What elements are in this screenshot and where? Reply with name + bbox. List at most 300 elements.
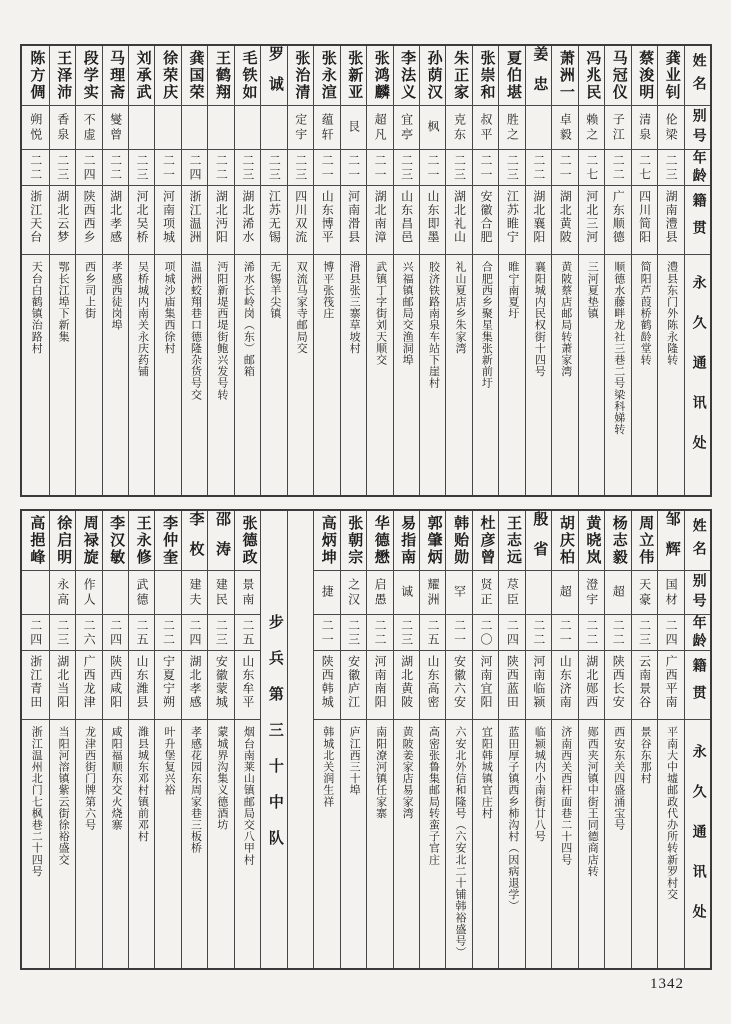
address-cell [394, 255, 419, 495]
age-cell [314, 615, 339, 651]
native-text: 陕西蓝田 [505, 655, 520, 709]
alias-cell [420, 571, 445, 615]
native-cell [182, 186, 207, 255]
person-column [260, 46, 286, 495]
header-alias-cell [685, 106, 710, 150]
alias-text: 赖之 [584, 112, 599, 143]
name-cell [367, 46, 392, 106]
name-text: 李汉敏 [108, 515, 125, 566]
alias-cell [605, 106, 630, 150]
name-cell [394, 46, 419, 106]
address-cell [208, 720, 233, 968]
address-text: 临颍城内小南街廿八号 [533, 726, 546, 842]
header-alias-label: 别号 [690, 572, 706, 613]
header-name-label: 姓名 [690, 517, 706, 564]
native-text: 山东高密 [426, 655, 441, 709]
age-cell [76, 150, 101, 186]
address-text: 简阳芦葭桥鹤龄堂转 [639, 261, 652, 366]
age-cell [50, 615, 75, 651]
age-text: 二七 [637, 153, 652, 182]
empty-column [287, 511, 313, 968]
native-cell [605, 186, 630, 255]
alias-cell [288, 106, 313, 150]
age-cell [579, 615, 604, 651]
address-text: 礼山夏店乡朱家湾 [453, 261, 466, 354]
native-cell [208, 186, 233, 255]
age-text: 二二 [611, 153, 626, 182]
alias-cell [261, 106, 286, 150]
age-text: 二三 [135, 153, 150, 182]
native-cell [552, 186, 577, 255]
name-text: 徐荣庆 [161, 50, 178, 101]
native-text: 广西龙津 [82, 655, 97, 709]
name-text: 周禄旋 [81, 515, 98, 566]
address-text: 黄陂蔡店邮局转萧家湾 [559, 261, 572, 377]
address-text: 黄陂姜家店易家湾 [401, 726, 414, 819]
native-cell [103, 651, 128, 720]
native-text: 四川双流 [293, 190, 308, 244]
address-text: 郧西夹河镇中街王同德商店转 [586, 726, 599, 877]
age-text: 二三 [346, 618, 361, 647]
age-cell [208, 615, 233, 651]
native-text: 湖北礼山 [452, 190, 467, 244]
age-text: 二二 [531, 153, 546, 182]
age-cell [367, 615, 392, 651]
person-column [657, 46, 683, 495]
name-cell [473, 46, 498, 106]
address-cell [605, 255, 630, 495]
address-cell [632, 720, 657, 968]
address-cell [182, 255, 207, 495]
native-cell [129, 186, 154, 255]
header-column [684, 46, 710, 495]
native-cell [473, 186, 498, 255]
alias-cell [446, 106, 471, 150]
name-text: 王泽沛 [55, 50, 72, 101]
alias-text: 枫 [426, 120, 441, 135]
native-text: 安徽庐江 [346, 655, 361, 709]
address-text: 顺德水藤畔龙社三巷二号梁科娣转 [612, 261, 625, 435]
address-text: 襄阳城内民权街十四号 [533, 261, 546, 377]
native-cell [76, 186, 101, 255]
header-address-label: 永久通讯处 [690, 275, 706, 475]
address-cell [473, 720, 498, 968]
person-column [551, 511, 577, 968]
age-text: 二一 [346, 153, 361, 182]
native-cell [208, 651, 233, 720]
address-text: 龙津西街门牌第六号 [83, 726, 96, 831]
address-cell [50, 255, 75, 495]
native-cell [341, 651, 366, 720]
address-cell [103, 720, 128, 968]
native-cell [22, 651, 48, 720]
native-cell [446, 186, 471, 255]
name-cell [499, 511, 524, 571]
native-text: 广西平南 [664, 655, 679, 709]
alias-cell [129, 106, 154, 150]
address-text: 咸阳福顺东交火烧寨 [110, 726, 123, 831]
age-cell [394, 615, 419, 651]
name-cell [605, 511, 630, 571]
address-text: 济南西关西杆面巷二十四号 [559, 726, 572, 866]
name-text: 段学实 [81, 50, 98, 101]
name-text: 萧洲一 [557, 50, 574, 101]
native-text: 山东昌邑 [399, 190, 414, 244]
address-text: 温洲蛟翔巷口德隆杂货号交 [189, 261, 202, 401]
native-text: 湖北襄阳 [531, 190, 546, 244]
alias-cell [208, 106, 233, 150]
name-text: 刘承武 [134, 50, 151, 101]
name-cell [552, 46, 577, 106]
person-column [154, 511, 180, 968]
alias-text: 伦梁 [664, 112, 679, 143]
native-text: 河北吴桥 [135, 190, 150, 244]
native-cell [446, 651, 471, 720]
person-column [551, 46, 577, 495]
name-text: 李枚 [187, 511, 204, 571]
native-cell [235, 651, 260, 720]
native-text: 湖北沔阳 [214, 190, 229, 244]
person-column [234, 511, 260, 968]
native-cell [50, 651, 75, 720]
native-cell [552, 651, 577, 720]
native-text: 浙江天台 [28, 190, 43, 244]
page-number: 1342 [650, 976, 684, 992]
name-cell [632, 46, 657, 106]
alias-text: 胜之 [505, 112, 520, 143]
address-text: 睢宁南夏圩 [506, 261, 519, 319]
age-text: 二五 [426, 618, 441, 647]
age-text: 二三 [637, 618, 652, 647]
address-text: 浙江温州北门七枫巷二十四号 [30, 726, 43, 877]
address-cell [155, 255, 180, 495]
address-cell [50, 720, 75, 968]
name-cell [155, 46, 180, 106]
address-text: 蓝田厚子镇西乡柿沟村（因病退学） [506, 726, 519, 912]
age-cell [552, 150, 577, 186]
person-column [366, 46, 392, 495]
address-text: 天台白鹤镇治路村 [30, 261, 43, 354]
alias-text: 艮 [346, 120, 361, 135]
native-text: 湖南澧县 [664, 190, 679, 244]
native-text: 山东牟平 [240, 655, 255, 709]
native-text: 江苏睢宁 [505, 190, 520, 244]
name-text: 胡庆柏 [557, 515, 574, 566]
alias-cell [50, 571, 75, 615]
name-cell [526, 511, 551, 571]
header-age-cell [685, 150, 710, 186]
name-cell [103, 46, 128, 106]
alias-cell [499, 106, 524, 150]
alias-text: 景南 [240, 577, 255, 608]
person-column [445, 511, 471, 968]
address-text: 西乡司上街 [83, 261, 96, 319]
address-text: 三河夏垫镇 [586, 261, 599, 319]
age-cell [499, 150, 524, 186]
alias-text: 澄宇 [584, 577, 599, 608]
native-cell [22, 186, 48, 255]
header-name-label: 姓名 [690, 52, 706, 99]
person-column [631, 46, 657, 495]
alias-text: 之汉 [346, 577, 361, 608]
address-cell [579, 255, 604, 495]
header-native-label: 籍贯 [690, 658, 706, 712]
native-cell [526, 186, 551, 255]
name-cell [182, 511, 207, 571]
alias-cell [314, 571, 339, 615]
address-cell [235, 255, 260, 495]
person-column [657, 511, 683, 968]
alias-text: 建民 [214, 577, 229, 608]
name-text: 易指南 [399, 515, 416, 566]
age-text: 二一 [426, 153, 441, 182]
alias-text: 国材 [664, 577, 679, 608]
address-cell [420, 720, 445, 968]
age-text: 二三 [664, 153, 679, 182]
age-cell [261, 150, 286, 186]
person-column [498, 511, 524, 968]
age-cell [658, 615, 683, 651]
native-text: 安徽合肥 [478, 190, 493, 244]
native-text: 山东即墨 [426, 190, 441, 244]
person-column [525, 46, 551, 495]
address-cell [261, 255, 286, 495]
address-cell [473, 255, 498, 495]
name-text: 冯兆民 [584, 50, 601, 101]
native-cell [420, 186, 445, 255]
address-text: 蒙城界沟集义德酒坊 [215, 726, 228, 831]
address-text: 景谷东那村 [639, 726, 652, 784]
person-column [340, 511, 366, 968]
native-text: 河南项城 [161, 190, 176, 244]
alias-text: 清泉 [637, 112, 652, 143]
name-cell [526, 46, 551, 106]
age-text: 二〇 [478, 618, 493, 647]
alias-cell [182, 571, 207, 615]
name-cell [394, 511, 419, 571]
alias-text: 叔平 [478, 112, 493, 143]
age-cell [288, 150, 313, 186]
header-native-cell [685, 651, 710, 720]
age-cell [76, 615, 101, 651]
name-text: 郭肇炳 [425, 515, 442, 566]
native-cell [50, 186, 75, 255]
age-text: 二五 [240, 618, 255, 647]
address-cell [22, 720, 48, 968]
native-cell [394, 186, 419, 255]
age-text: 二六 [82, 618, 97, 647]
person-column [22, 511, 48, 968]
address-cell [605, 720, 630, 968]
address-cell [22, 255, 48, 495]
age-text: 二一 [558, 153, 573, 182]
alias-cell [367, 106, 392, 150]
native-text: 陕西长安 [611, 655, 626, 709]
age-cell [155, 150, 180, 186]
name-text: 杜彦曾 [478, 515, 495, 566]
age-text: 二三 [267, 153, 282, 182]
name-text: 邵涛 [213, 511, 230, 571]
header-alias-label: 别号 [690, 107, 706, 148]
header-name-cell [685, 46, 710, 106]
age-cell [22, 150, 48, 186]
name-text: 马冠仪 [610, 50, 627, 101]
age-cell [446, 615, 471, 651]
native-cell [605, 651, 630, 720]
age-cell [632, 615, 657, 651]
alias-cell [473, 571, 498, 615]
alias-cell [129, 571, 154, 615]
person-column [75, 511, 101, 968]
address-cell [235, 720, 260, 968]
person-column [631, 511, 657, 968]
age-text: 二一 [478, 153, 493, 182]
address-text: 项城沙庙集西徐村 [162, 261, 175, 354]
address-cell [182, 720, 207, 968]
age-text: 二二 [611, 618, 626, 647]
name-cell [341, 511, 366, 571]
address-cell [552, 255, 577, 495]
native-cell [658, 186, 683, 255]
person-column [445, 46, 471, 495]
alias-cell [658, 571, 683, 615]
name-text: 黄晓岚 [584, 515, 601, 566]
age-text: 二三 [214, 618, 229, 647]
address-cell [394, 720, 419, 968]
address-cell [208, 255, 233, 495]
address-text: 韩城北关润生祥 [321, 726, 334, 808]
person-column [472, 511, 498, 968]
alias-cell [103, 571, 128, 615]
native-text: 四川简阳 [637, 190, 652, 244]
alias-cell [314, 106, 339, 150]
name-text: 张德政 [240, 515, 257, 566]
age-text: 二一 [161, 153, 176, 182]
address-cell [288, 255, 313, 495]
name-text: 高炳坤 [319, 515, 336, 566]
age-cell [473, 150, 498, 186]
age-text: 二四 [108, 618, 123, 647]
person-column [578, 46, 604, 495]
age-cell [632, 150, 657, 186]
alias-cell [658, 106, 683, 150]
name-cell [446, 511, 471, 571]
native-cell [499, 186, 524, 255]
native-cell [499, 651, 524, 720]
native-cell [155, 186, 180, 255]
alias-text: 卓毅 [558, 112, 573, 143]
section-title: 步兵第三十中队 [266, 613, 283, 866]
age-text: 二三 [55, 618, 70, 647]
address-cell [658, 255, 683, 495]
header-age-label: 年龄 [690, 150, 706, 186]
name-text: 张崇和 [478, 50, 495, 101]
native-text: 河南临颍 [531, 655, 546, 709]
name-cell [129, 46, 154, 106]
person-column [393, 511, 419, 968]
alias-cell [22, 571, 48, 615]
person-column [49, 511, 75, 968]
name-text: 蔡浚明 [637, 50, 654, 101]
address-cell [579, 720, 604, 968]
address-text: 兴福镇邮局交渔洞埠 [401, 261, 414, 366]
header-address-label: 永久通讯处 [690, 744, 706, 944]
alias-text: 克东 [452, 112, 467, 143]
alias-cell [235, 106, 260, 150]
native-cell [632, 651, 657, 720]
name-cell [420, 511, 445, 571]
header-address-cell [685, 255, 710, 495]
name-cell [76, 46, 101, 106]
alias-text: 不虚 [82, 112, 97, 143]
alias-text: 天豪 [637, 577, 652, 608]
native-text: 浙江温洲 [187, 190, 202, 244]
age-text: 二二 [108, 153, 123, 182]
age-text: 二一 [320, 153, 335, 182]
name-text: 罗诚 [266, 46, 283, 106]
name-cell [579, 46, 604, 106]
address-cell [446, 255, 471, 495]
header-address-cell [685, 720, 710, 968]
age-cell [499, 615, 524, 651]
age-text: 二五 [135, 618, 150, 647]
age-cell [235, 615, 260, 651]
person-column [604, 46, 630, 495]
address-text: 宜阳韩城镇官庄村 [480, 726, 493, 819]
address-text: 叶升堡复兴裕 [162, 726, 175, 796]
age-cell [526, 615, 551, 651]
alias-cell [394, 106, 419, 150]
age-cell [446, 150, 471, 186]
alias-cell [341, 106, 366, 150]
person-column [75, 46, 101, 495]
name-cell [367, 511, 392, 571]
native-text: 宁夏宁朔 [161, 655, 176, 709]
name-cell [632, 511, 657, 571]
native-text: 湖北当阳 [55, 655, 70, 709]
age-text: 二二 [373, 618, 388, 647]
address-text: 吴桥城内南关永庆药铺 [136, 261, 149, 377]
address-cell [129, 720, 154, 968]
age-cell [473, 615, 498, 651]
native-text: 山东济南 [558, 655, 573, 709]
age-cell [605, 615, 630, 651]
person-column [287, 46, 313, 495]
age-cell [526, 150, 551, 186]
address-cell [314, 255, 339, 495]
address-text: 六安北外信和隆号（六安北二十铺韩裕盛号） [453, 726, 466, 958]
alias-text: 捷 [320, 585, 335, 600]
alias-text: 超 [611, 585, 626, 600]
native-cell [103, 186, 128, 255]
address-cell [367, 720, 392, 968]
age-text: 二三 [293, 153, 308, 182]
address-text: 潍县城东邓村镇前邓村 [136, 726, 149, 842]
name-cell [473, 511, 498, 571]
address-text: 南阳潦河镇任家寨 [374, 726, 387, 819]
address-cell [155, 720, 180, 968]
address-text: 平南大中墟邮政代办所转新罗村交 [665, 726, 678, 900]
native-cell [367, 651, 392, 720]
age-cell [182, 150, 207, 186]
person-column [128, 511, 154, 968]
address-text: 沔阳新堤西堤街鲍兴发号转 [215, 261, 228, 401]
age-cell [367, 150, 392, 186]
native-text: 湖北孝感 [187, 655, 202, 709]
alias-cell [182, 106, 207, 150]
address-cell [420, 255, 445, 495]
header-native-cell [685, 186, 710, 255]
